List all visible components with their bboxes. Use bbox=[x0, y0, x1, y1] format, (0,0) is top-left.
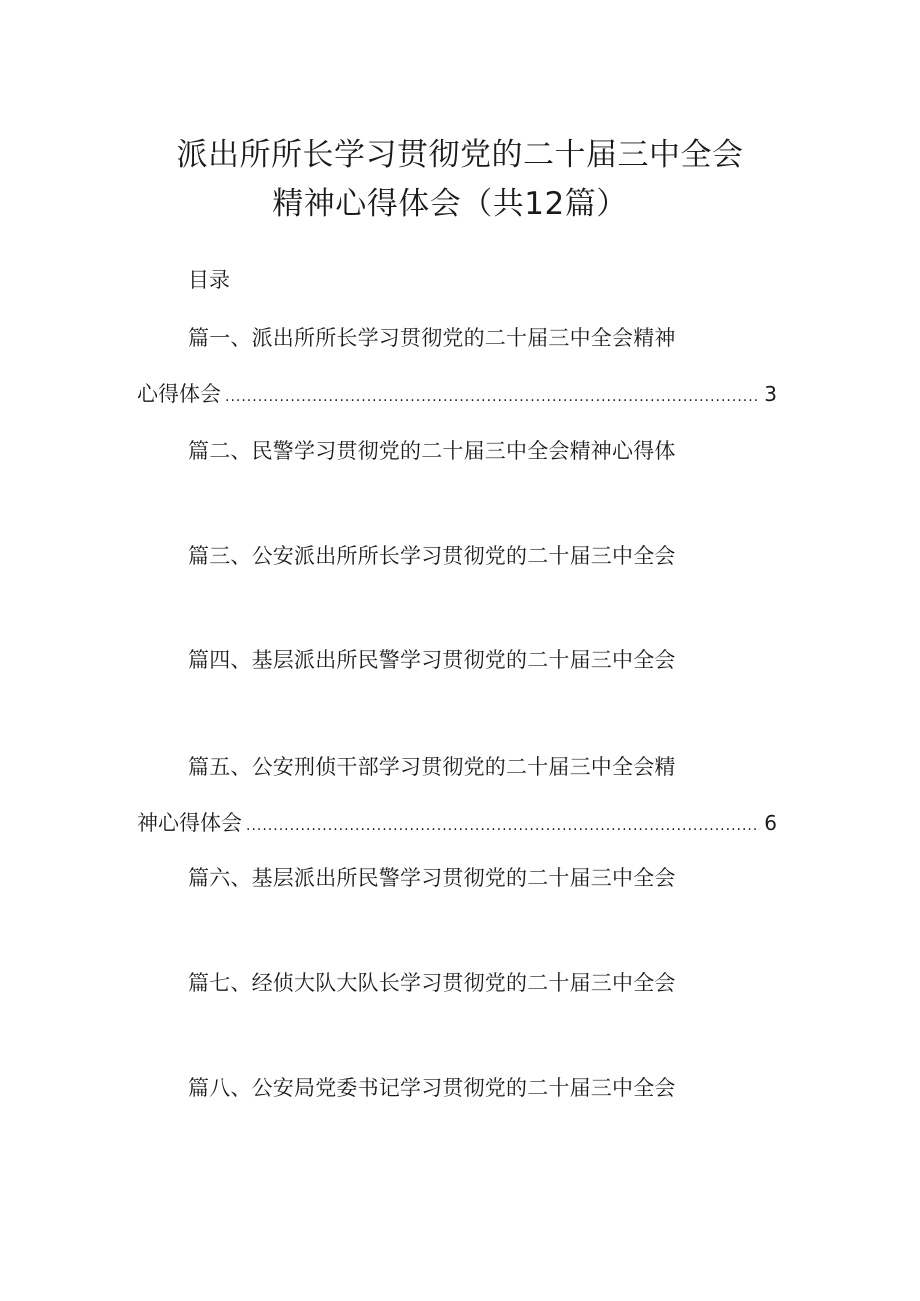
toc-entry-1-continuation[interactable] bbox=[137, 379, 777, 412]
document-title-line1: 派出所所长学习贯彻党的二十届三中全会 bbox=[176, 137, 744, 173]
toc-entry-1[interactable]: 篇一、派出所所长学习贯彻党的二十届三中全会精神 bbox=[188, 326, 676, 350]
toc-entry-7[interactable]: 篇七、经侦大队大队长学习贯彻党的二十届三中全会 bbox=[188, 971, 676, 995]
toc-entry-4[interactable]: 篇四、基层派出所民警学习贯彻党的二十届三中全会 bbox=[188, 648, 676, 672]
toc-entry-6[interactable]: 篇六、基层派出所民警学习贯彻党的二十届三中全会 bbox=[188, 866, 676, 890]
toc-entry-5[interactable]: 篇五、公安刑侦干部学习贯彻党的二十届三中全会精 bbox=[188, 755, 676, 779]
toc-entry-8[interactable]: 篇八、公安局党委书记学习贯彻党的二十届三中全会 bbox=[188, 1076, 676, 1100]
document-title-line2: 精神心得体会（共12篇） bbox=[272, 186, 628, 222]
toc-entry-2[interactable]: 篇二、民警学习贯彻党的二十届三中全会精神心得体 bbox=[188, 439, 676, 463]
toc-entry-5-continuation[interactable] bbox=[137, 808, 777, 841]
toc-dot-leader bbox=[225, 382, 760, 412]
toc-entry-1-line2: 心得体会 bbox=[137, 382, 221, 406]
toc-entry-5-page: 6 bbox=[764, 811, 777, 835]
toc-entry-1-page: 3 bbox=[764, 382, 777, 406]
toc-dot-leader bbox=[246, 811, 760, 841]
toc-heading: 目录 bbox=[188, 268, 230, 292]
toc-entry-5-line2: 神心得体会 bbox=[137, 811, 242, 835]
toc-entry-3[interactable]: 篇三、公安派出所所长学习贯彻党的二十届三中全会 bbox=[188, 544, 676, 568]
